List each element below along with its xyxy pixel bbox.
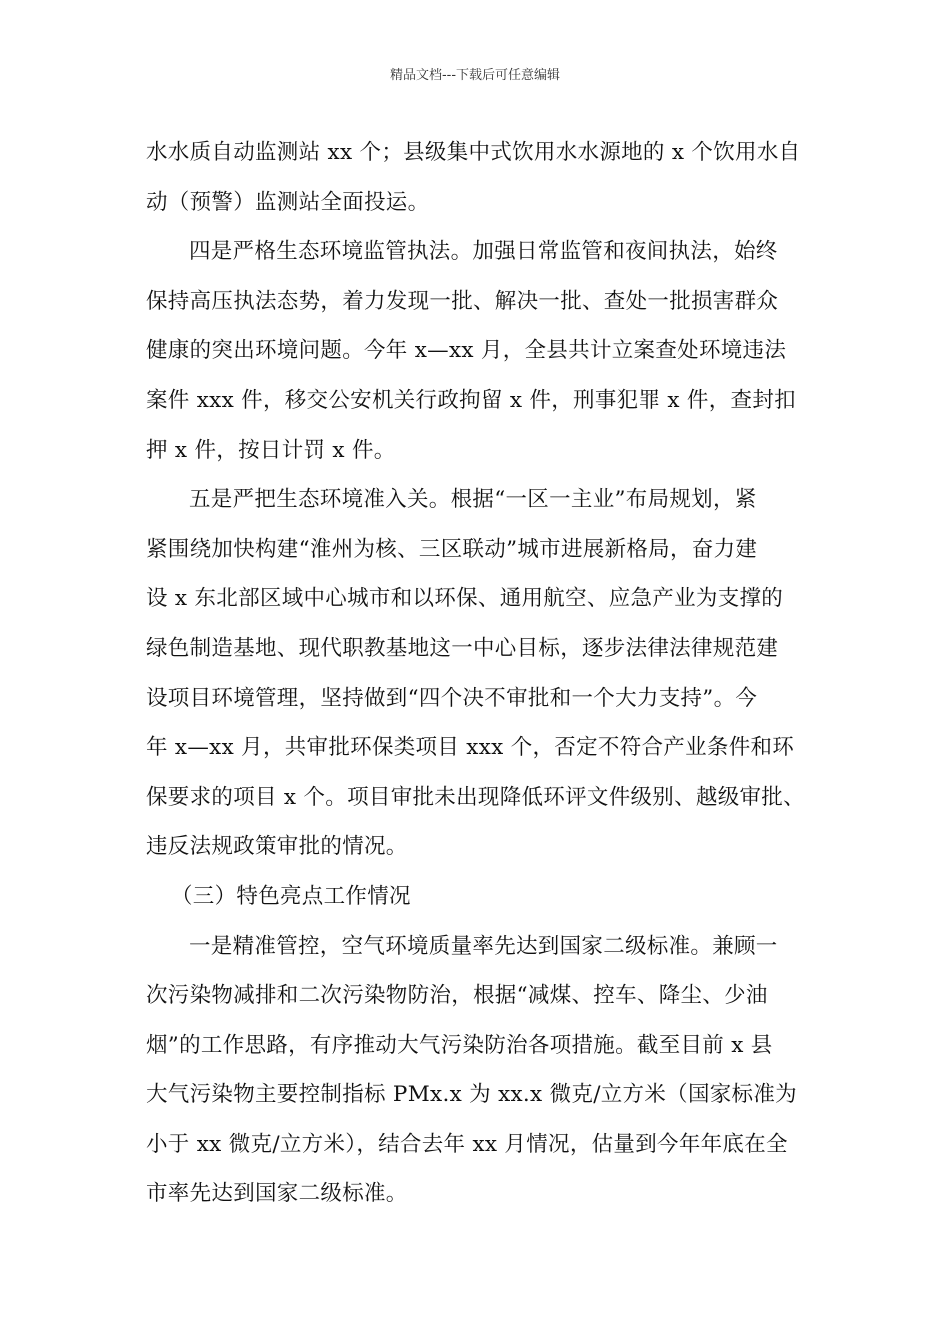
paragraph-start-line: 四是严格生态环境监管执法。加强日常监管和夜间执法，始终	[189, 239, 778, 265]
text-line: 烟”的工作思路，有序推动大气污染防治各项措施。截至目前 x 县	[146, 1032, 773, 1058]
text-line: 水水质自动监测站 xx 个；县级集中式饮用水水源地的 x 个饮用水自	[146, 140, 801, 165]
text-line: 市率先达到国家二级标准。	[146, 1181, 408, 1207]
page-header: 精品文档---下载后可任意编辑	[389, 68, 561, 83]
text-line: 保持高压执法态势，着力发现一批、解决一批、查处一批损害群众	[146, 288, 779, 314]
text-line: 案件 xxx 件，移交公安机关行政拘留 x 件，刑事犯罪 x 件，查封扣	[146, 387, 796, 413]
text-line: 年 x—xx 月，共审批环保类项目 xxx 个，否定不符合产业条件和环	[146, 735, 795, 761]
text-line: 绿色制造基地、现代职教基地这一中心目标，逐步法律法律规范建	[146, 635, 779, 661]
text-line: 违反法规政策审批的情况。	[146, 834, 408, 860]
text-line: 紧围绕加快构建“淮州为核、三区联动”城市进展新格局，奋力建	[146, 536, 758, 562]
paragraph-start-line: 五是严把生态环境准入关。根据“一区一主业”布局规划，紧	[189, 487, 757, 513]
text-line: 押 x 件，按日计罚 x 件。	[146, 437, 396, 463]
text-line: 小于 xx 微克/立方米），结合去年 xx 月情况，估量到今年年底在全	[146, 1131, 788, 1157]
text-line: 设项目环境管理，坚持做到“四个决不审批和一个大力支持”。今	[146, 685, 758, 711]
text-line: 动（预警）监测站全面投运。	[146, 189, 430, 215]
section-heading: （三）特色亮点工作情况	[171, 883, 411, 909]
text-line: 设 x 东北部区域中心城市和以环保、通用航空、应急产业为支撑的	[146, 586, 784, 612]
text-line: 保要求的项目 x 个。项目审批未出现降低环评文件级别、越级审批、	[146, 784, 805, 810]
text-line: 次污染物减排和二次污染物防治，根据“减煤、控车、降尘、少油	[146, 983, 768, 1009]
text-line: 大气污染物主要控制指标 PMx.x 为 xx.x 微克/立方米（国家标准为	[146, 1082, 797, 1108]
document-body	[146, 128, 826, 1219]
paragraph-start-line: 一是精准管控，空气环境质量率先达到国家二级标准。兼顾一	[189, 933, 778, 959]
text-line: 健康的突出环境问题。今年 x—xx 月，全县共计立案查处环境违法	[146, 338, 787, 364]
